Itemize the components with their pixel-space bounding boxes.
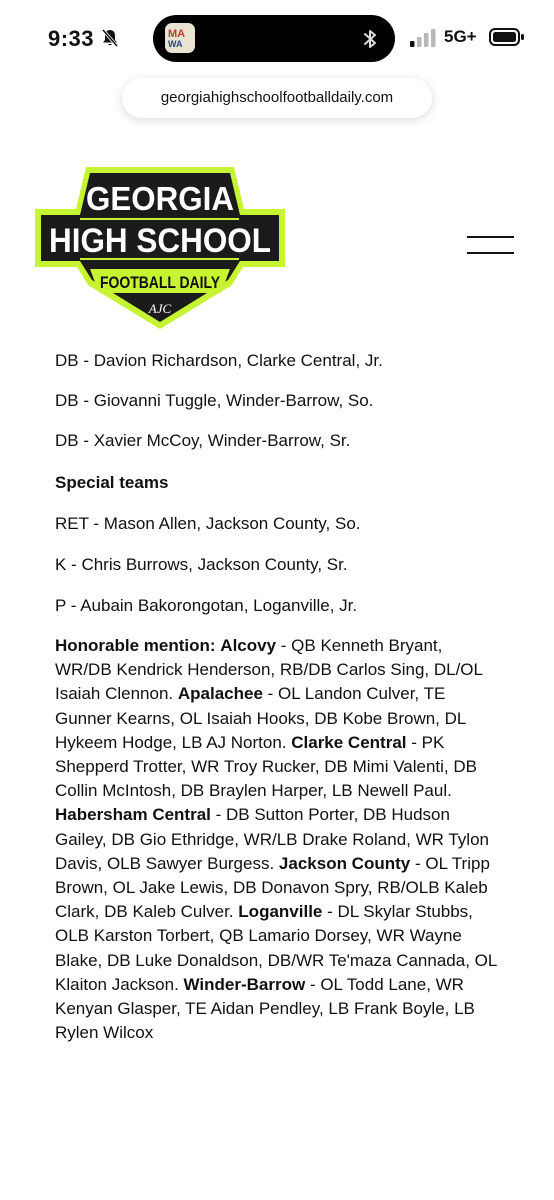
section-heading: Special teams (55, 473, 169, 492)
honorable-mention-label: Honorable mention: (55, 636, 216, 655)
battery-icon (489, 27, 525, 52)
team-name: Alcovy (220, 636, 277, 655)
logo-line-high-school: HIGH SCHOOL (49, 222, 271, 260)
article-line: RET - Mason Allen, Jackson County, So. (55, 514, 361, 533)
article-line-partial: DB - Davion Richardson, Clarke Central, Jr. (55, 351, 383, 370)
article-line: P - Aubain Bakorongotan, Loganville, Jr. (55, 596, 358, 615)
article-line: K - Chris Burrows, Jackson County, Sr. (55, 555, 348, 574)
network-type: 5G+ (444, 27, 477, 46)
team-players: - OL Tripp Brown, OL Jake Lewis, DB Donavon Spry, RB/OLB Kaleb Clark, DB Kaleb Culver. (55, 853, 490, 922)
bluetooth-icon (361, 29, 379, 54)
team-name: Clarke Central (291, 732, 407, 752)
hamburger-menu-icon[interactable] (467, 236, 514, 261)
cellular-signal-icon (410, 29, 438, 52)
logo-line-football-daily: FOOTBALL DAILY (100, 273, 221, 292)
status-bar (0, 0, 554, 76)
team-name: Winder-Barrow (183, 974, 306, 994)
team-players: - DL Skylar Stubbs, OLB Karston Torbert, QB Lamario Dorsey, WR Wayne Blake, DB Luke Donaldson, DB/WR Te'maza Cannada, OL Klaiton Jackson. (55, 902, 497, 994)
team-players: - OL Todd Lane, WR Kenyan Glasper, TE Aidan Pendley, LB Frank Boyle, LB Rylen Wilcox (55, 974, 475, 1043)
team-name: Jackson County (278, 853, 411, 873)
article-line: DB - Xavier McCoy, Winder-Barrow, Sr. (55, 431, 351, 450)
island-app-text-2: WA (168, 39, 183, 49)
article-body (55, 334, 500, 1200)
address-bar-url: georgiahighschoolfootballdaily.com (160, 89, 394, 106)
team-name: Apalachee (177, 684, 263, 704)
honorable-mention-paragraph (55, 634, 500, 1045)
team-name: Habersham Central (55, 805, 211, 825)
logo-line-georgia: GEORGIA (86, 180, 234, 217)
island-app-text-1: MA (168, 28, 186, 40)
dynamic-island[interactable] (153, 15, 395, 62)
logo-line-ajc: AJC (148, 301, 172, 316)
site-logo[interactable] (34, 165, 286, 336)
team-name: Loganville (238, 902, 323, 922)
bell-slash-icon (100, 28, 120, 53)
team-players: - QB Kenneth Bryant, WR/DB Kendrick Henderson, RB/DB Carlos Sing, DL/OL Isaiah Clennon. (55, 636, 483, 704)
island-app-thumbnail[interactable] (165, 23, 195, 53)
article-line: DB - Giovanni Tuggle, Winder-Barrow, So. (55, 391, 374, 410)
team-players: - PK Shepperd Trotter, WR Troy Rucker, DB Mimi Valenti, DB Collin McIntosh, DB Braylen Harper, LB Newell Paul. (55, 732, 477, 801)
address-bar[interactable] (122, 78, 432, 118)
status-time: 9:33 (48, 26, 95, 51)
team-players: - DB Sutton Porter, DB Hudson Gailey, DB Gio Ethridge, WR/LB Drake Roland, WR Tylon Davis, OLB Sawyer Burgess. (55, 805, 489, 873)
team-players: - OL Landon Culver, TE Gunner Kearns, OL Isaiah Hooks, DB Kobe Brown, DL Hykeem Hodge, LB AJ Norton. (55, 684, 466, 752)
